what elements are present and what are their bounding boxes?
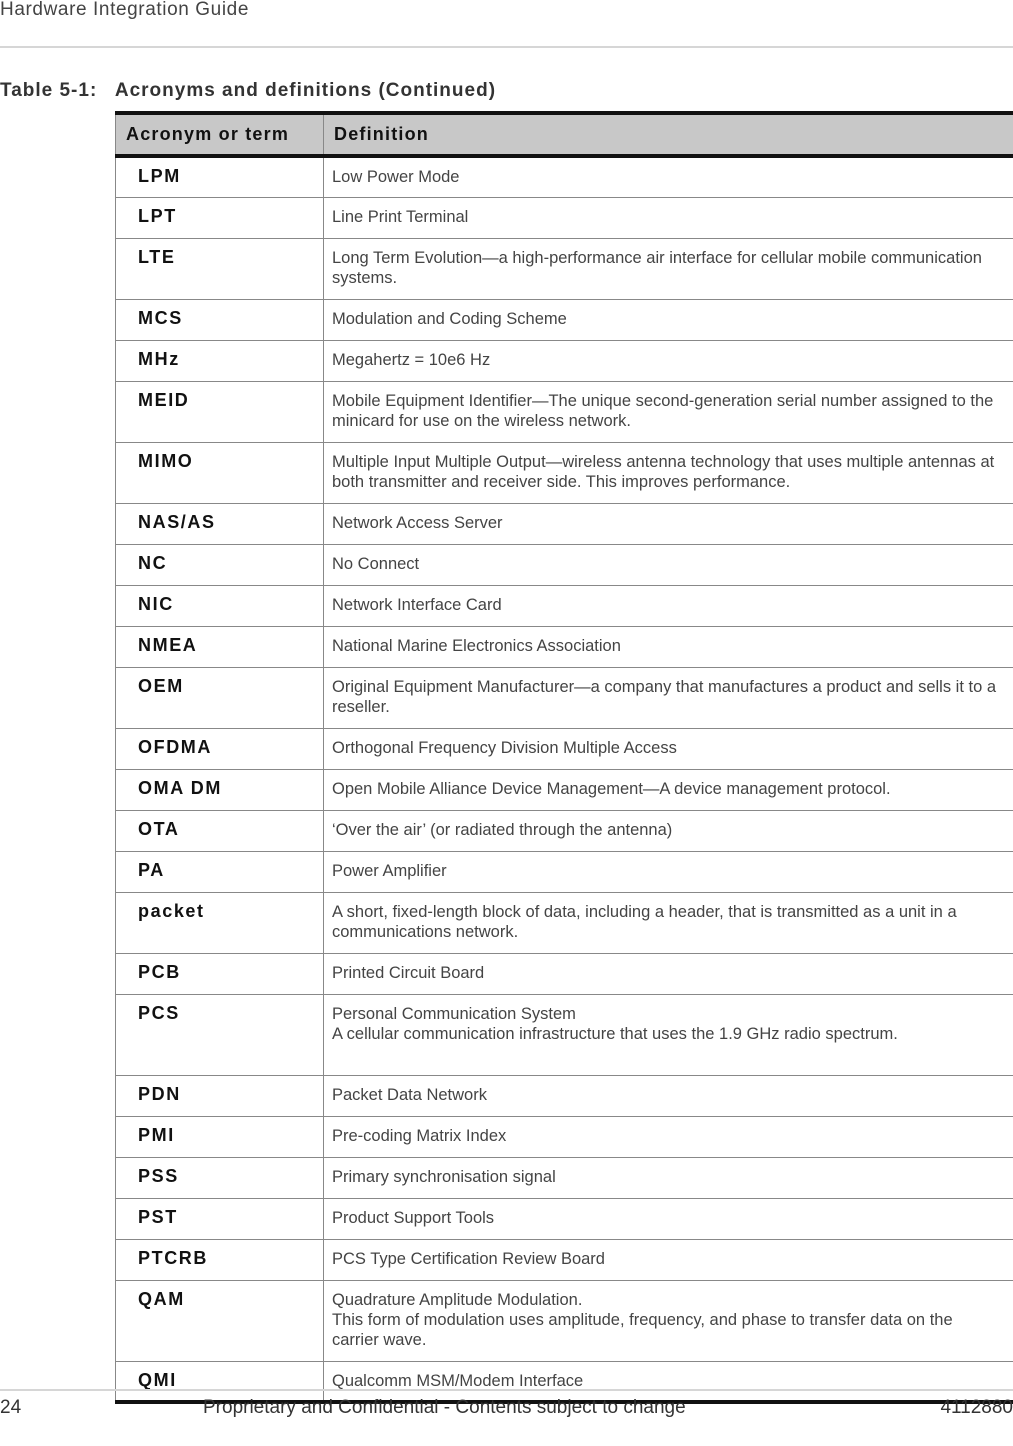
table-row [116,1116,1013,1157]
acronym-cell: MCS [116,299,324,340]
definition-text: National Marine Electronics Association [332,636,621,655]
definition-text: Low Power Mode [332,168,460,186]
definition-text: Personal Communication System [332,1004,576,1023]
acronym-cell: NC [116,544,324,585]
table-row [116,728,1013,769]
definition-text: Original Equipment Manufacturer—a company that manufactures a product and sells it to a reseller. [332,677,997,716]
document-id: 4112880 [940,1397,1013,1418]
acronym-cell: LPT [116,197,324,238]
table-row [116,1157,1013,1198]
definition-text: Qualcomm MSM/Modem Interface [332,1371,584,1390]
table-row [116,503,1013,544]
definition-cell [324,892,1013,953]
acronym-cell: MHz [116,340,324,381]
definition-cell [324,1280,1013,1361]
table-row [116,381,1013,442]
definition-text: Open Mobile Alliance Device Management—A device management protocol. [332,779,891,798]
table-row [116,851,1013,892]
definition-cell [324,1239,1013,1280]
table-row [116,892,1013,953]
acronym-cell: PCS [116,994,324,1075]
table-row [116,1075,1013,1116]
acronym-cell: PA [116,851,324,892]
acronym-cell: PMI [116,1116,324,1157]
definition-cell [324,994,1013,1075]
acronym-cell: NMEA [116,626,324,667]
definition-cell [324,1157,1013,1198]
acronym-cell: MEID [116,381,324,442]
definition-text: Quadrature Amplitude Modulation. [332,1290,583,1309]
table-row [116,810,1013,851]
definition-text: Orthogonal Frequency Division Multiple Access [332,738,677,757]
definition-cell [324,667,1013,728]
page-number: 24 [0,1397,22,1418]
definition-cell [324,156,1013,197]
acronym-cell: LPM [116,156,324,197]
definition-cell [324,442,1013,503]
acronym-cell: QMI [116,1361,324,1402]
table-caption-number: Table 5-1: [0,80,98,101]
table-row [116,299,1013,340]
table-row [116,197,1013,238]
table-row [116,953,1013,994]
definition-text: Network Access Server [332,513,503,532]
definition-text: PCS Type Certification Review Board [332,1249,605,1268]
table-row [116,994,1013,1075]
table-row [116,1280,1013,1361]
definition-text: ‘Over the air’ (or radiated through the antenna) [332,820,673,839]
table-row [116,667,1013,728]
definition-text: Network Interface Card [332,595,502,614]
acronym-cell: QAM [116,1280,324,1361]
definition-cell [324,299,1013,340]
column-header-definition: Definition [324,113,1013,156]
definition-cell [324,585,1013,626]
column-header-acronym: Acronym or term [116,113,324,156]
running-footer [0,1389,1013,1446]
definition-cell [324,544,1013,585]
table-row [116,626,1013,667]
definition-text: Pre-coding Matrix Index [332,1126,507,1145]
definition-text: Primary synchronisation signal [332,1167,556,1186]
definition-cell [324,810,1013,851]
acronym-cell: OEM [116,667,324,728]
definition-text: No Connect [332,554,420,573]
table-row [116,544,1013,585]
acronym-cell: OMA DM [116,769,324,810]
confidentiality-notice: Proprietary and Confidential - Contents subject to change [203,1397,686,1418]
acronym-cell: PTCRB [116,1239,324,1280]
running-header-title: Hardware Integration Guide [0,0,250,20]
definition-cell [324,238,1013,299]
definition-cell [324,503,1013,544]
table-row [116,340,1013,381]
definition-text: A short, fixed-length block of data, including a header, that is transmitted as a unit in a communications network. [332,902,957,941]
definition-cell [324,1075,1013,1116]
definition-cell [324,1116,1013,1157]
table-body [116,156,1013,1402]
definition-text: Printed Circuit Board [332,963,485,982]
table-row [116,442,1013,503]
definition-text: Mobile Equipment Identifier—The unique second-generation serial number assigned to the minicard for use on the wireless network. [332,391,994,430]
definition-cell [324,381,1013,442]
table-row [116,769,1013,810]
definition-cell [324,340,1013,381]
definition-cell [324,1198,1013,1239]
definition-text: Modulation and Coding Scheme [332,309,567,328]
definition-text: Product Support Tools [332,1208,495,1227]
acronym-cell: PCB [116,953,324,994]
acronym-cell: PDN [116,1075,324,1116]
definition-text: This form of modulation uses amplitude, frequency, and phase to transfer data on the carrier wave. [332,1310,953,1349]
definition-text: Long Term Evolution—a high-performance air interface for cellular mobile communication systems. [332,248,982,287]
acronym-cell: OTA [116,810,324,851]
table-header-row [116,113,1013,156]
definition-cell [324,197,1013,238]
definition-cell [324,953,1013,994]
acronym-cell: OFDMA [116,728,324,769]
table-caption [0,80,496,102]
acronym-cell: PSS [116,1157,324,1198]
acronym-cell: NIC [116,585,324,626]
definition-cell [324,769,1013,810]
definition-text: A cellular communication infrastructure that uses the 1.9 GHz radio spectrum. [332,1024,898,1043]
definition-text: Megahertz = 10e6 Hz [332,350,491,369]
table-row [116,238,1013,299]
definition-cell [324,851,1013,892]
table-row [116,1239,1013,1280]
running-header [0,0,1013,48]
acronym-cell: PST [116,1198,324,1239]
table-row [116,156,1013,197]
definition-text: Power Amplifier [332,861,447,880]
acronyms-table [115,111,1013,1404]
definition-cell [324,728,1013,769]
table-caption-title: Acronyms and definitions (Continued) [114,80,497,101]
table-row [116,1198,1013,1239]
acronym-cell: NAS/AS [116,503,324,544]
definition-text: Multiple Input Multiple Output—wireless antenna technology that uses multiple antennas at both transmitter and receiver side. This improves performance. [332,452,995,491]
acronym-cell: packet [116,892,324,953]
acronym-cell: LTE [116,238,324,299]
acronym-cell: MIMO [116,442,324,503]
definition-text: Line Print Terminal [332,207,469,226]
table-row [116,585,1013,626]
definition-cell [324,626,1013,667]
definition-text: Packet Data Network [332,1085,487,1104]
